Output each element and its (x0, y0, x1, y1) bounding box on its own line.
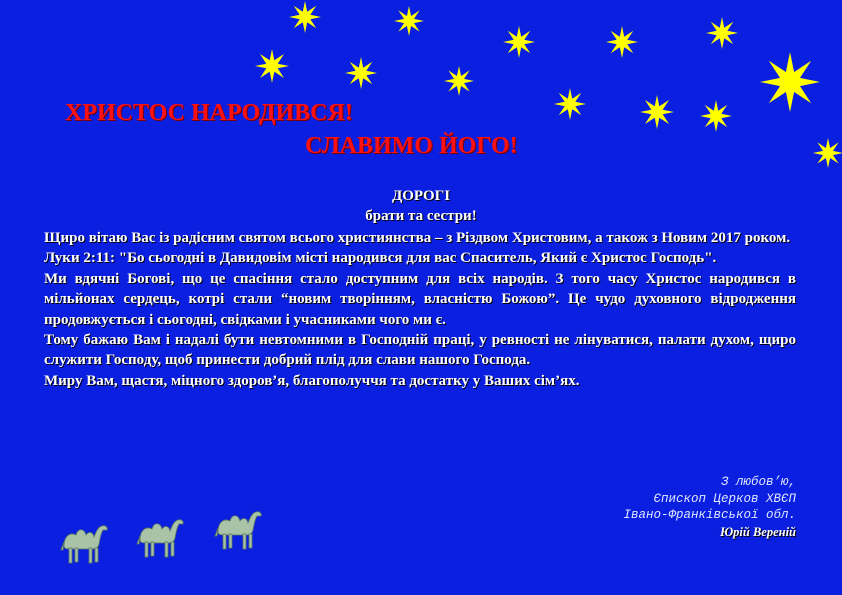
paragraph-blessing: Миру Вам, щастя, міцного здоров’я, благополуччя та достатку у Ваших сім’ях. (44, 372, 580, 389)
camel-icon (136, 512, 186, 560)
star-icon (604, 24, 640, 60)
paragraph-wishes: Тому бажаю Вам і надалі бути невтомними в Господній праці, у ревності не лінуватися, палати духом, щиро служити Господу, щоб принести добрий плід для слави нашого Господа. (44, 332, 796, 369)
star-icon (287, 0, 323, 35)
greeting-brothers-sisters: брати та сестри! (365, 208, 477, 224)
star-icon (638, 93, 676, 131)
star-icon (343, 55, 379, 91)
star-icon (758, 50, 822, 114)
paragraph-scripture-luke: Луки 2:11: "Бо сьогодні в Давидовім місті народився для вас Спаситель, Який є Христос Господь". (44, 250, 717, 267)
headline-glorify-him: СЛАВИМО ЙОГО! (305, 133, 518, 159)
star-icon (392, 4, 426, 38)
star-icon (698, 98, 734, 134)
star-icon (253, 47, 291, 85)
star-icon (552, 86, 588, 122)
signature-block (623, 474, 796, 540)
signature-title-line2: Івано-Франківської обл. (623, 508, 796, 522)
camel-icon (60, 518, 110, 566)
greeting-dear: ДОРОГІ (391, 188, 451, 204)
letter-body (44, 228, 796, 391)
star-icon (811, 136, 842, 170)
headline-christ-is-born: ХРИСТОС НАРОДИВСЯ! (65, 100, 353, 126)
paragraph-gratitude: Ми вдячні Богові, що це спасіння стало доступним для всіх народів. З того часу Христос народився в мільйонах сердець, котрі стали “новим творінням, власністю Божою”. Це чудо духовного відродження продовжується і сьогодні, свідками і учасниками чого ми є. (44, 270, 796, 328)
signature-closing: З любов’ю, (720, 475, 796, 489)
star-icon (442, 64, 476, 98)
signature-name: Юрій Вереній (719, 524, 796, 539)
star-icon (501, 24, 537, 60)
star-icon (704, 15, 740, 51)
signature-title-line1: Єпископ Церков ХВЄП (653, 491, 796, 506)
paragraph-congratulations: Щиро вітаю Вас із радісним святом всього християнства – з Різдвом Христовим, а також з Новим 2017 роком. (44, 230, 791, 246)
camel-icon (214, 504, 264, 552)
